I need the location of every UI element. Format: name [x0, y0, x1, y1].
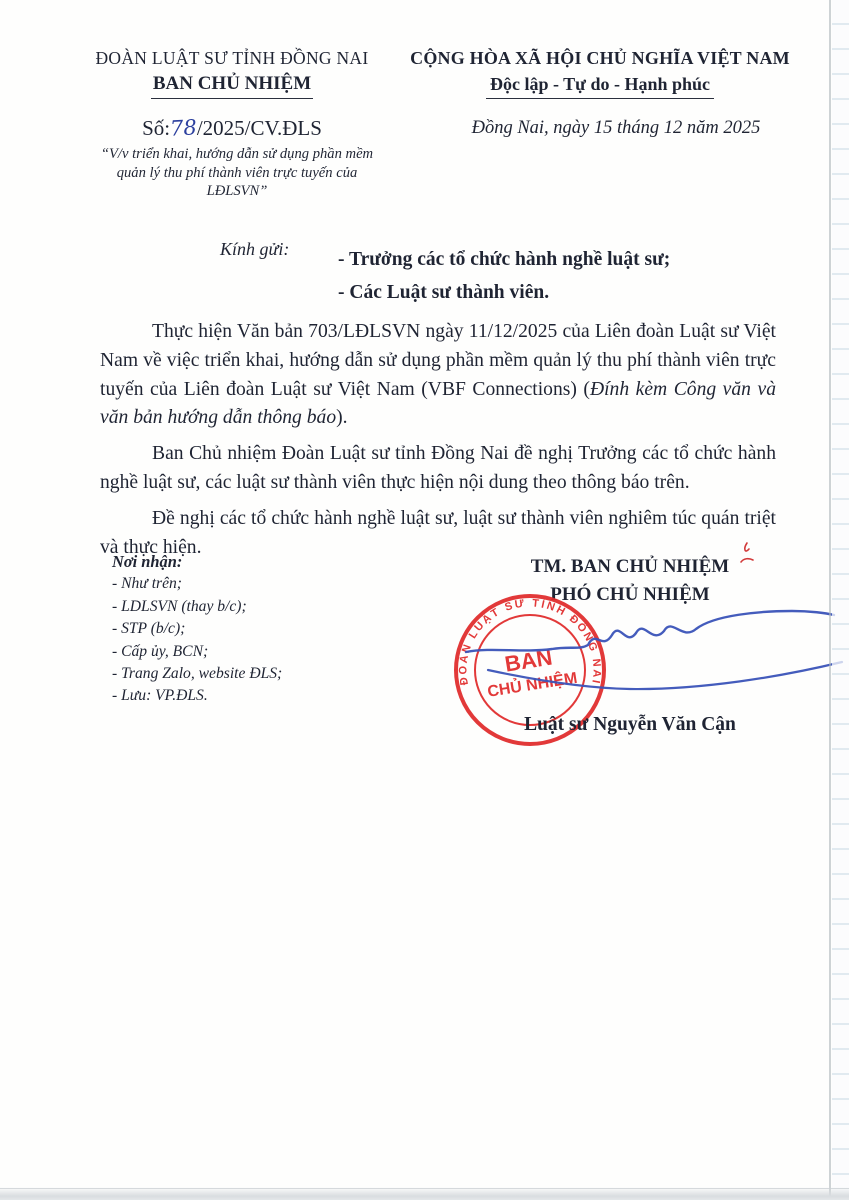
red-ink-mark — [735, 540, 757, 570]
recipient-lines — [338, 243, 670, 309]
dateline: Đồng Nai, ngày 15 tháng 12 năm 2025 — [471, 118, 761, 138]
scan-bottom-edge-line — [0, 1188, 849, 1189]
issuing-org-header — [62, 48, 402, 99]
distribution-item: - Cấp ủy, BCN; — [112, 642, 209, 660]
signature-handwriting — [430, 585, 849, 710]
stamp-center-line2: CHỦ NHIỆM — [486, 669, 579, 701]
national-motto-text: Độc lập - Tự do - Hạnh phúc — [486, 74, 714, 99]
signature-title: PHÓ CHỦ NHIỆM — [550, 583, 710, 605]
doc-number-prefix: Số: — [142, 116, 171, 140]
national-title: CỘNG HÒA XÃ HỘI CHỦ NGHĨA VIỆT NAM — [410, 48, 790, 68]
distribution-block — [112, 551, 282, 708]
scan-page-edge-line — [829, 0, 831, 1200]
red-ink-mark-path — [741, 543, 753, 562]
recipient-line: - Trưởng các tổ chức hành nghề luật sư; — [338, 249, 671, 270]
body-paragraph-1 — [100, 318, 776, 433]
distribution-item: - Lưu: VP.ĐLS. — [112, 687, 208, 705]
recipient-line: - Các Luật sư thành viên. — [338, 282, 550, 303]
signer-name: Luật sư Nguyễn Văn Cận — [524, 714, 736, 735]
body-paragraph-3: Đề nghị các tổ chức hành nghề luật sư, luật sư thành viên nghiêm túc quán triệt và thực hiện. — [100, 507, 776, 558]
signature-authority: TM. BAN CHỦ NHIỆM — [530, 556, 730, 577]
distribution-item: - STP (b/c); — [112, 620, 186, 638]
letter-body — [100, 318, 776, 569]
signature-stroke-upper — [466, 611, 834, 652]
handwritten-number: 78 — [169, 115, 198, 141]
p1-closing-segment: ). — [336, 407, 348, 429]
distribution-item: - Như trên; — [112, 575, 183, 593]
doc-number-suffix: /2025/CV.ĐLS — [196, 116, 322, 140]
dept-name-text: BAN CHỦ NHIỆM — [151, 73, 313, 99]
p1-italic-segment: Đính kèm Công văn và văn bản hướng dẫn thông báo — [100, 378, 776, 429]
distribution-item: - LDLSVN (thay b/c); — [112, 597, 247, 615]
national-header — [398, 48, 802, 99]
body-paragraph-2: Ban Chủ nhiệm Đoàn Luật sư tỉnh Đồng Nai đề nghị Trưởng các tổ chức hành nghề luật sư, các luật sư thành viên thực hiện nội dung theo thông báo trên. — [100, 443, 776, 493]
national-motto — [398, 74, 802, 99]
distribution-label: Nơi nhận: — [112, 552, 183, 571]
signature-stroke-lower — [488, 662, 842, 689]
dept-name — [62, 73, 402, 99]
doc-subject: “V/v triển khai, hướng dẫn sử dụng phần mềm quản lý thu phí thành viên trực tuyến của LĐLSVN” — [100, 146, 374, 199]
stamp-center-line1: BAN — [503, 644, 555, 677]
scan-edge-ruled-lines — [832, 0, 849, 1200]
p1-normal-segment: Thực hiện Văn bản 703/LĐLSVN ngày 11/12/2025 của Liên đoàn Luật sư Việt Nam về việc triển khai, hướng dẫn sử dụng phần mềm quản lý thu phí thành viên trực tuyến của Liên đoàn Luật sư Việt Nam (VBF Connections) ( — [100, 321, 776, 400]
doc-number — [62, 116, 402, 141]
salutation-label: Kính gửi: — [220, 239, 290, 259]
org-name: ĐOÀN LUẬT SƯ TỈNH ĐỒNG NAI — [95, 48, 369, 68]
distribution-item: - Trang Zalo, website ĐLS; — [112, 665, 283, 683]
stamp-ring-text: ĐOÀN LUẬT SƯ TỈNH ĐỒNG NAI — [457, 597, 603, 687]
